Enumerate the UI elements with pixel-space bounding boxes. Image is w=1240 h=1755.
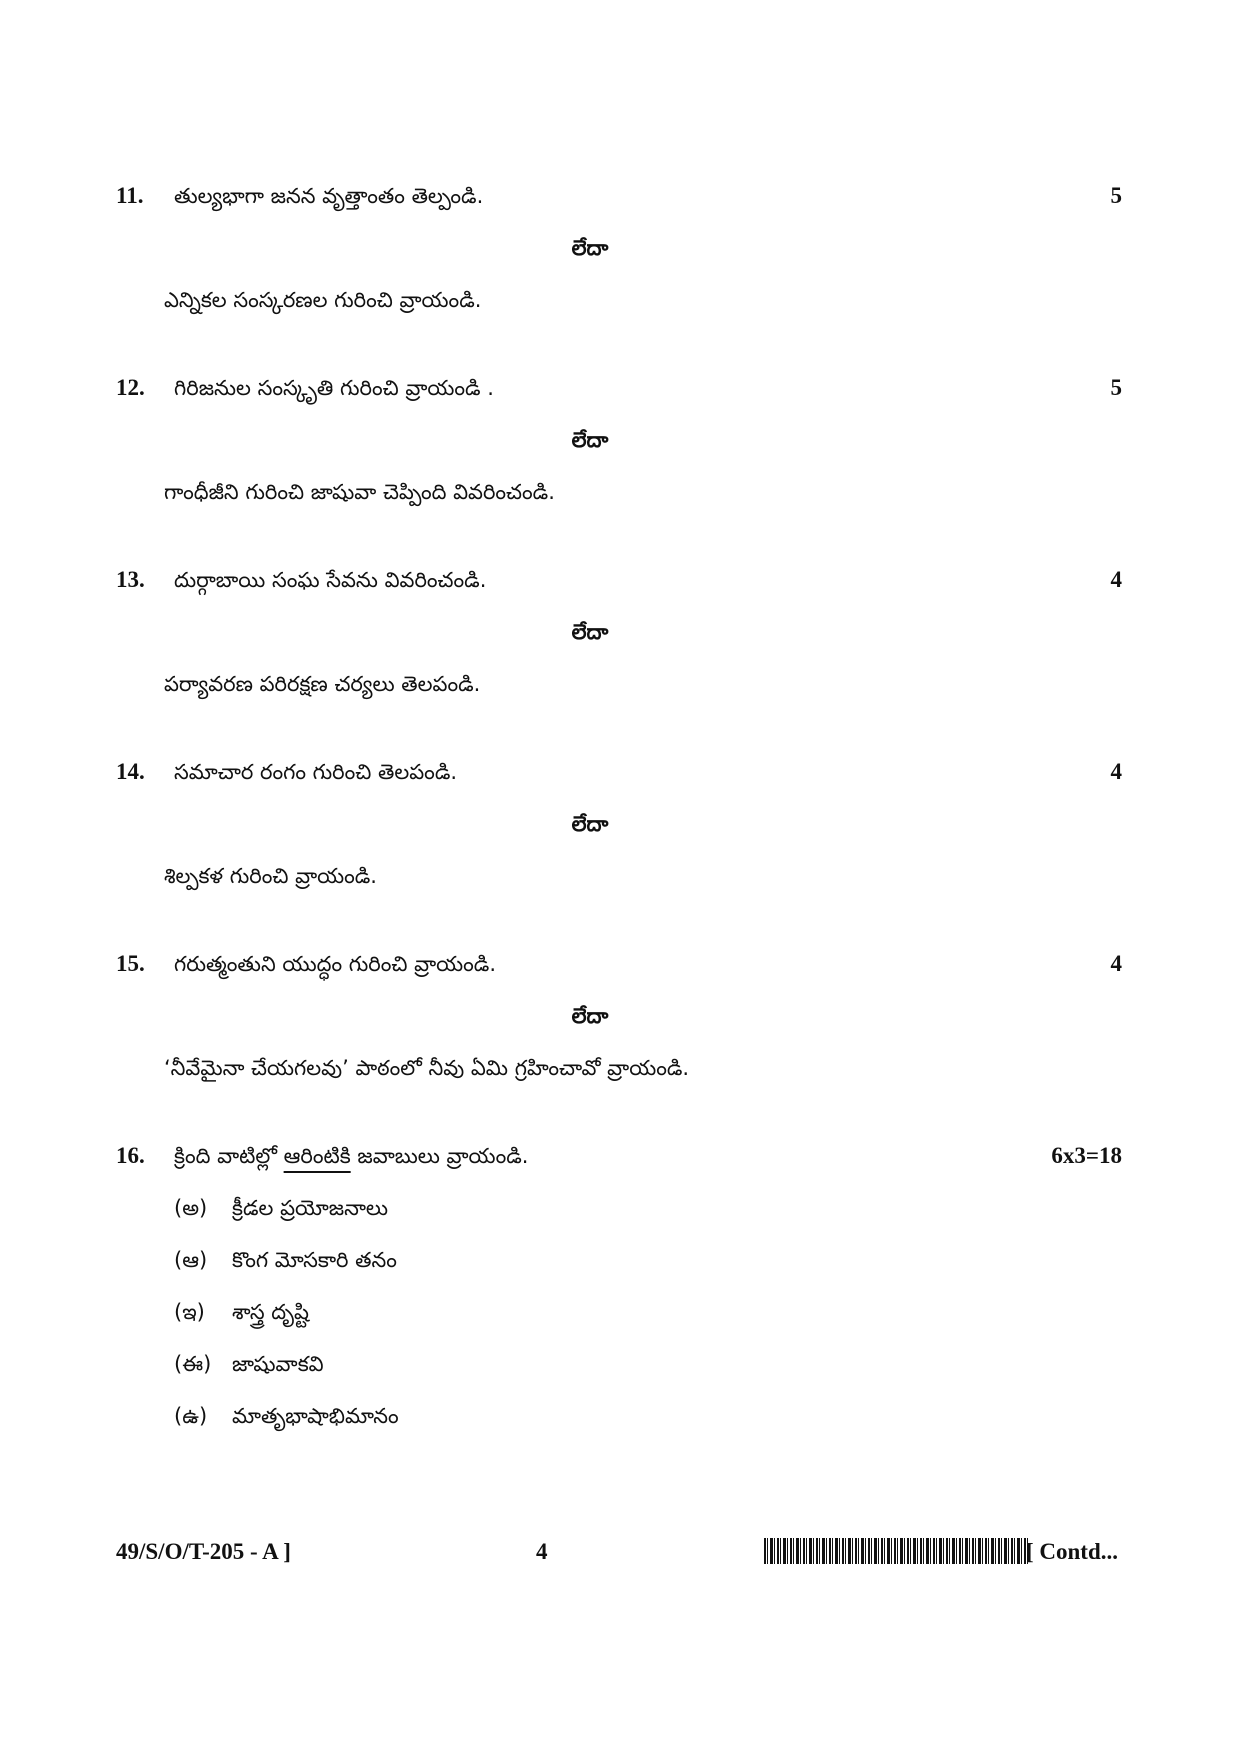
- sub-question: [174, 1188, 388, 1228]
- question-marks: 4: [1110, 951, 1122, 976]
- question-marks: 6x3=18: [1051, 1143, 1122, 1168]
- alternative-question: శిల్పకళ గురించి వ్రాయండి.: [164, 864, 377, 888]
- alternative-question: గాంధీజీని గురించి జాషువా చెప్పింది వివరించండి.: [164, 480, 555, 504]
- question-text-start: క్రింది వాటిల్లో: [174, 1144, 284, 1168]
- sub-question-text: శాస్త్ర దృష్టి: [232, 1300, 309, 1324]
- question-marks: 5: [1110, 183, 1122, 208]
- sub-question-text: మాతృభాషాభిమానం: [232, 1404, 399, 1428]
- barcode-icon: [764, 1538, 1028, 1564]
- question-11: [0, 176, 1240, 216]
- alternative-question: పర్యావరణ పరిరక్షణ చర్యలు తెలపండి.: [164, 672, 481, 696]
- question-number: 16.: [116, 1143, 145, 1168]
- underlined-word: ఆరింటికి: [283, 1144, 351, 1168]
- question-number: 15.: [116, 951, 145, 976]
- or-label: లేదా: [571, 428, 609, 452]
- sub-question-label: (అ): [174, 1196, 208, 1220]
- question-marks: 4: [1110, 759, 1122, 784]
- alternative-question: ‘నీవేమైనా చేయగలవు’ పాఠంలో నీవు ఏమి గ్రహించావో వ్రాయండి.: [164, 1056, 690, 1080]
- question-12: [0, 368, 1240, 408]
- question-14: [0, 752, 1240, 792]
- question-13: [0, 560, 1240, 600]
- paper-code: 49/S/O/T-205 - A ]: [116, 1539, 291, 1564]
- sub-question-label: (ఈ): [174, 1352, 212, 1376]
- question-16: [0, 1136, 1240, 1176]
- page-number: 4: [536, 1539, 548, 1564]
- or-label: లేదా: [571, 620, 609, 644]
- alternative-question: ఎన్నికల సంస్కరణల గురించి వ్రాయండి.: [164, 288, 482, 312]
- sub-question-text: క్రీడల ప్రయోజనాలు: [232, 1196, 389, 1220]
- question-number: 14.: [116, 759, 145, 784]
- question-text: సమాచార రంగం గురించి తెలపండి.: [174, 760, 458, 784]
- sub-question-text: జాషువాకవి: [232, 1352, 324, 1376]
- question-text: గరుత్మంతుని యుద్ధం గురించి వ్రాయండి.: [174, 952, 497, 976]
- sub-question: [174, 1292, 309, 1332]
- sub-question-label: (ఇ): [174, 1300, 205, 1324]
- sub-question-label: (ఉ): [174, 1404, 208, 1428]
- question-marks: 4: [1110, 567, 1122, 592]
- question-text: తుల్యభాగా జనన వృత్తాంతం తెల్పండి.: [174, 184, 484, 208]
- sub-question: [174, 1396, 399, 1436]
- question-text: [174, 1136, 528, 1176]
- question-15: [0, 944, 1240, 984]
- question-text: దుర్గాబాయి సంఘ సేవను వివరించండి.: [174, 568, 487, 592]
- or-label: లేదా: [571, 812, 609, 836]
- question-number: 13.: [116, 567, 145, 592]
- sub-question-label: (ఆ): [174, 1248, 208, 1272]
- sub-question-text: కొంగ మోసకారి తనం: [232, 1248, 397, 1272]
- question-marks: 5: [1110, 375, 1122, 400]
- sub-question: [174, 1240, 397, 1280]
- question-text: గిరిజనుల సంస్కృతి గురించి వ్రాయండి .: [174, 376, 494, 400]
- or-label: లేదా: [571, 236, 609, 260]
- or-label: లేదా: [571, 1004, 609, 1028]
- question-number: 12.: [116, 375, 145, 400]
- continued-label: [ Contd...: [1025, 1539, 1118, 1564]
- sub-question: [174, 1344, 324, 1384]
- question-number: 11.: [116, 183, 144, 208]
- question-text-end: జవాబులు వ్రాయండి.: [350, 1144, 529, 1168]
